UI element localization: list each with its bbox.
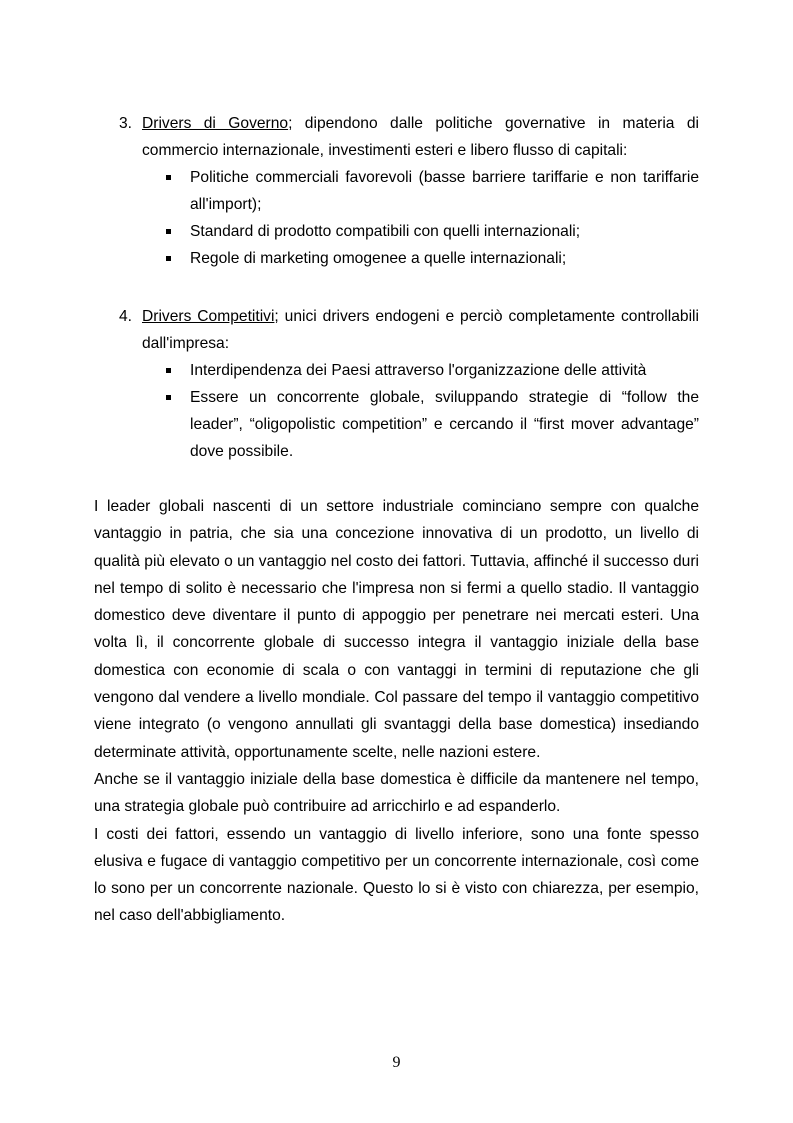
- bullet-list: [142, 357, 699, 465]
- numbered-item-3: [94, 110, 699, 272]
- item-heading: Drivers Competitivi: [142, 308, 275, 325]
- item-text: [142, 303, 699, 357]
- bullet-item: [190, 218, 699, 245]
- bullet-text: Regole di marketing omogenee a quelle internazionali;: [190, 250, 567, 267]
- item-number: 4.: [119, 308, 133, 325]
- body-text: [94, 493, 699, 930]
- bullet-text: Standard di prodotto compatibili con quelli internazionali;: [190, 223, 581, 240]
- bullet-item: [190, 384, 699, 465]
- numbered-item-4: [94, 303, 699, 465]
- bullet-text: Interdipendenza dei Paesi attraverso l'organizzazione delle attività: [190, 362, 647, 379]
- bullet-item: [190, 357, 699, 384]
- bullet-icon: [166, 368, 171, 373]
- bullet-icon: [166, 256, 171, 261]
- item-description: ; dipendono dalle politiche governative in materia di commercio internazionale, investimenti esteri e libero flusso di capitali:: [142, 115, 699, 159]
- paragraph: I leader globali nascenti di un settore industriale cominciano sempre con qualche vantaggio in patria, che sia una concezione innovativa di un prodotto, un livello di qualità più elevato o un vantaggio nel costo dei fattori. Tuttavia, affinché il successo duri nel tempo di solito è necessario che l'impresa non si fermi a quello stadio. Il vantaggio domestico deve diventare il punto di appoggio per penetrare nei mercati esteri. Una volta lì, il concorrente globale di successo integra il vantaggio iniziale della base domestica con economie di scala o con vantaggi in termini di reputazione che gli vengono dal vendere a livello mondiale. Col passare del tempo il vantaggio competitivo viene integrato (o vengono annullati gli svantaggi della base domestica) insediando determinate attività, opportunamente scelte, nelle nazioni estere.: [94, 498, 699, 761]
- page-number: 9: [392, 1054, 401, 1071]
- bullet-text: Politiche commerciali favorevoli (basse barriere tariffarie e non tariffarie all'import);: [190, 169, 699, 213]
- bullet-text: Essere un concorrente globale, sviluppando strategie di “follow the leader”, “oligopolistic competition” e cercando il “first mover advantage” dove possibile.: [190, 389, 699, 460]
- bullet-icon: [166, 229, 171, 234]
- paragraph: I costi dei fattori, essendo un vantaggio di livello inferiore, sono una fonte spesso elusiva e fugace di vantaggio competitivo per un concorrente internazionale, così come lo sono per un concorrente nazionale. Questo lo si è visto con chiarezza, per esempio, nel caso dell'abbigliamento.: [94, 825, 699, 925]
- item-heading: Drivers di Governo: [142, 115, 289, 132]
- paragraph: Anche se il vantaggio iniziale della base domestica è difficile da mantenere nel tempo, una strategia globale può contribuire ad arricchirlo e ad espanderlo.: [94, 770, 699, 816]
- bullet-item: [190, 164, 699, 218]
- bullet-list: [142, 164, 699, 272]
- item-number: 3.: [119, 115, 133, 132]
- item-description: ; unici drivers endogeni e perciò completamente controllabili dall'impresa:: [142, 308, 699, 352]
- item-text: [142, 110, 699, 164]
- bullet-item: [190, 245, 699, 272]
- bullet-icon: [166, 395, 171, 400]
- bullet-icon: [166, 175, 171, 180]
